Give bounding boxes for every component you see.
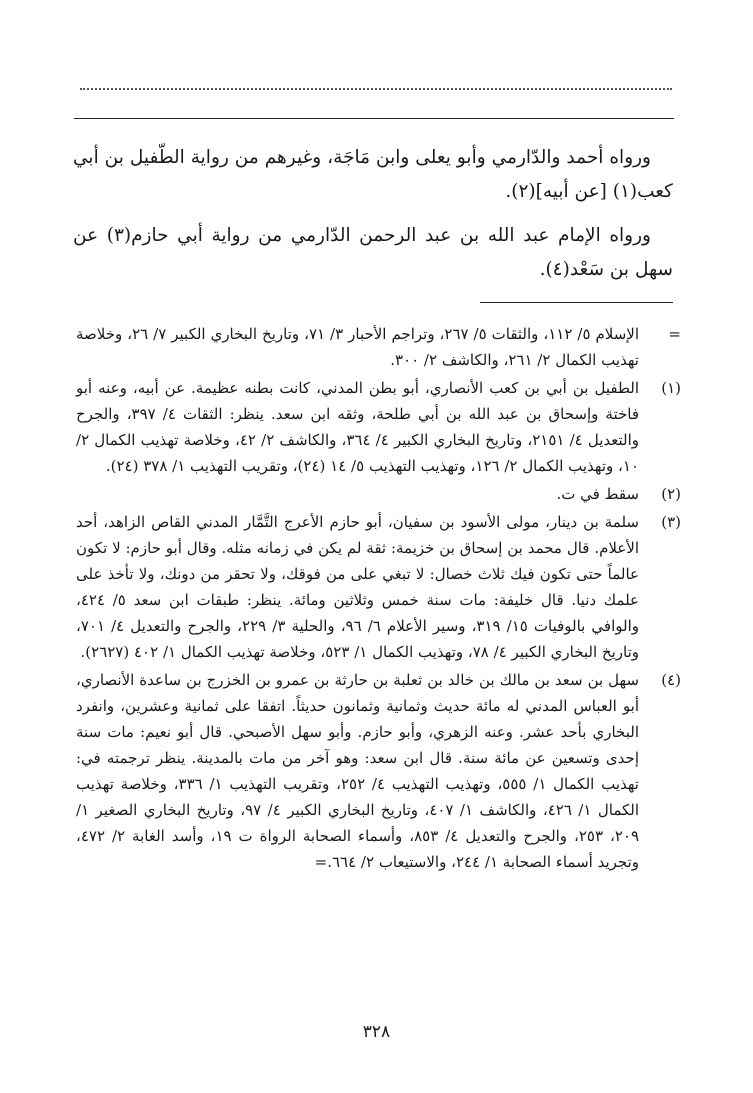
footnote-marker: (١)	[661, 379, 681, 397]
footnote-text: الطفيل بن أبي بن كعب الأنصاري، أبو بطن المدني، كانت بطنه عظيمة. عن أبيه، وعنه أبو فاختة وإسحاق بن عبد الله بن أبي طلحة، وثقه ابن سعد. ينظر: الثقات ٤/ ٣٩٧، والجرح والتعديل ٤/ ٢١٥١، وتاريخ البخاري الكبير ٤/ ٣٦٤، والكاشف ٢/ ٤٢، وخلاصة تهذيب الكمال ٢/ ١٠، وتهذيب الكمال ٢/ ١٢٦، وتهذيب التهذيب ٥/ ١٤ (٢٤)، وتقريب التهذيب ١/ ٣٧٨ (٢٤).	[76, 379, 640, 475]
footnote-separator	[480, 302, 673, 303]
page-number: ٣٢٨	[362, 1022, 391, 1042]
main-paragraph-2: ورواه الإمام عبد الله بن عبد الرحمن الدّارمي من رواية أبي حازم(٣) عن سهل بن سَعْد(٤).	[73, 225, 673, 280]
footnote-marker: (٤)	[661, 671, 681, 689]
footnote-marker: (٢)	[661, 485, 681, 503]
footnote-3	[76, 509, 681, 665]
footnote-continuation	[76, 321, 681, 373]
footnote-1	[76, 375, 681, 479]
footnote-2	[76, 481, 681, 507]
footnote-4	[76, 667, 681, 875]
footnote-text: سلمة بن دينار، مولى الأسود بن سفيان، أبو حازم الأعرج التَّمَّار المدني القاص الزاهد، أحد الأعلام. قال محمد بن إسحاق بن خزيمة: ثقة لم يكن في زمانه مثله. وقال أبو حازم: لا تكون عالماً حتى تكون فيك ثلاث خصال: لا تبغي على من فوقك، ولا تحقر من دونك، ولا تأخذ على علمك دنيا. قال خليفة: مات سنة خمس وثلاثين ومائة. ينظر: طبقات ابن سعد ٥/ ٤٢٤، والوافي بالوفيات ١٥/ ٣١٩، وسير الأعلام ٦/ ٩٦، والحلية ٣/ ٢٢٩، والجرح والتعديل ٤/ ٧٠١، وتاريخ البخاري الكبير ٤/ ٧٨، وتهذيب الكمال ١/ ٥٢٣، وخلاصة تهذيب الكمال ١/ ٤٠٢ (٢٦٢٧).	[76, 513, 639, 661]
main-text	[73, 141, 673, 297]
header-rule	[74, 118, 674, 119]
footnotes	[76, 321, 681, 877]
footnote-text: الإسلام ٥/ ١١٢، والثقات ٥/ ٢٦٧، وتراجم الأحبار ٣/ ٧١، وتاريخ البخاري الكبير ٧/ ٢٦، وخلاصة تهذيب الكمال ٢/ ٢٦١، والكاشف ٢/ ٣٠٠.	[76, 325, 639, 369]
footnote-text: سهل بن سعد بن مالك بن خالد بن ثعلبة بن حارثة بن عمرو بن الخزرج بن ساعدة الأنصاري، أبو العباس المدني له مائة حديث وثمانية وثمانون حديثاً. اتفقا على ثمانية وعشرين، وانفرد البخاري بأحد عشر. وعنه الزهري، وأبو حازم. وأبو سهل الأصبحي. قال أبو نعيم: مات سنة إحدى وتسعين عن مائة سنة. قال ابن سعد: وهو آخر من مات بالمدينة. ينظر ترجمته في: تهذيب الكمال ١/ ٥٥٥، وتهذيب التهذيب ٤/ ٢٥٢، وتقريب التهذيب ١/ ٣٣٦، وخلاصة تهذيب الكمال ١/ ٤٢٦، والكاشف ١/ ٤٠٧، وتاريخ البخاري الكبير ٤/ ٩٧، وتاريخ البخاري الصغير ١/ ٢٠٩، ٢٥٣، والجرح والتعديل ٤/ ٨٥٣، وأسماء الصحابة الرواة ت ١٩، وأسد الغابة ٢/ ٤٧٢، وتجريد أسماء الصحابة ١/ ٢٤٤، والاستيعاب ٢/ ٦٦٤.=	[76, 671, 640, 871]
footnote-marker: (٣)	[661, 513, 681, 531]
footnote-marker: =	[668, 325, 681, 343]
dotted-separator	[80, 88, 672, 92]
footnote-text: سقط في ت.	[556, 485, 639, 503]
main-paragraph-1: ورواه أحمد والدّارمي وأبو يعلى وابن مَاجَة، وغيرهم من رواية الطّفيل بن أبي كعب(١) [عن أبيه](٢).	[73, 147, 673, 202]
